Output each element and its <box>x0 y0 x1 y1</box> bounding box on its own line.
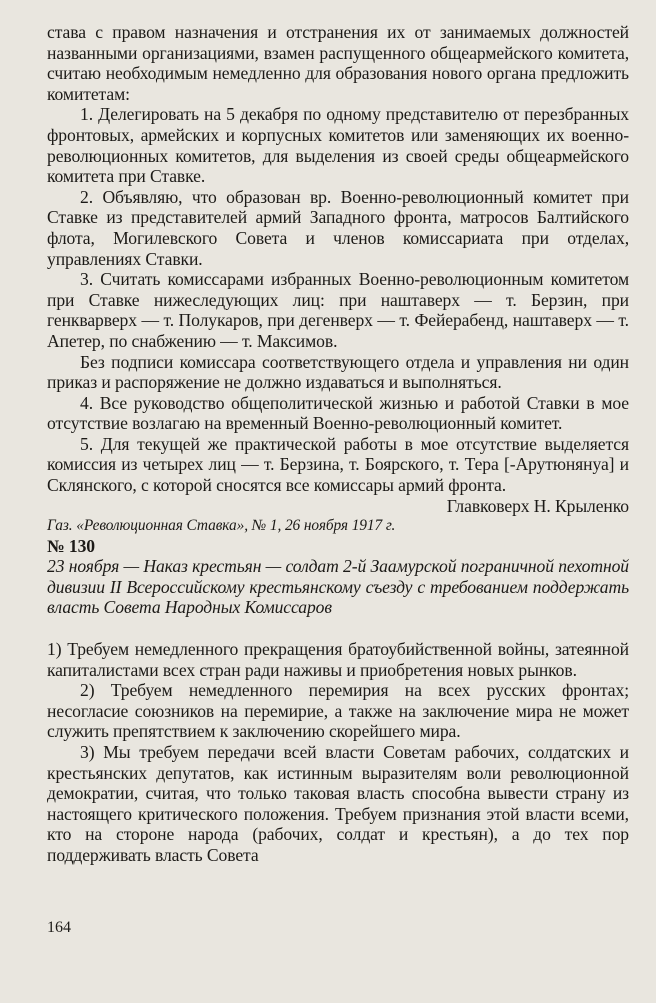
source-citation: Газ. «Революционная Ставка», № 1, 26 ноября 1917 г. <box>47 517 396 535</box>
demand-1: 1) Требуем немедленного прекращения братоубийственной войны, затеянной капиталистами всех стран ради наживы и приобретения новых рынков. <box>47 639 629 680</box>
document-title: 23 ноября — Наказ крестьян — солдат 2-й Заамурской пограничной пехотной дивизии II Всероссийскому крестьянскому съезду с требованием поддержать власть Совета Народных Комиссаров <box>47 556 629 618</box>
item-1: 1. Делегировать на 5 декабря по одному представителю от перезбранных фронтовых, армейских и корпусных комитетов или заменяющих их военно-революционных комитетов, для выделения из своей среды общеармейского комитета при Ставке. <box>47 104 629 187</box>
item-3: 3. Считать комиссарами избранных Военно-революционным комитетом при Ставке нижеследующих лиц: при наштаверх — т. Берзин, при генкварверх — т. Полукаров, при дегенверх — т. Фейерабенд, наштаверх — т. Апетер, по снабжению — т. Максимов. <box>47 269 629 351</box>
item-4: 4. Все руководство общеполитической жизнью и работой Ставки в мое отсутствие возлагаю на временный Военно-революционный комитет. <box>47 392 629 434</box>
document-number: № 130 <box>47 536 95 557</box>
continuation-paragraph: става с правом назначения и отстранения их от занимаемых должностей названными организациями, взамен распущенного общеармейского комитета, считаю необходимым немедленно для образования нового органа предложить комитетам: <box>47 22 629 104</box>
demands-section <box>47 639 629 866</box>
page-number: 164 <box>47 919 71 936</box>
item-3-note: Без подписи комиссара соответствующего отдела и управления ни один приказ и распоряжение не должно издаваться и выполняться. <box>47 351 629 393</box>
signature: Главковерх Н. Крыленко <box>446 495 629 516</box>
item-2: 2. Объявляю, что образован вр. Военно-революционный комитет при Ставке из представителей армий Западного фронта, матросов Балтийского флота, Могилевского Совета и членов комиссариата при отделах, управлениях Ставки. <box>47 186 629 269</box>
item-5: 5. Для текущей же практической работы в мое отсутствие выделяется комиссия из четырех лиц — т. Берзина, т. Боярского, т. Тера [-Арутюнянуа] и Склянского, с которой сносятся все комиссары армий фронта. <box>47 433 629 496</box>
demand-3: 3) Мы требуем передачи всей власти Советам рабочих, солдатских и крестьянских депутатов, как истинным выразителям воли революционной демократии, считая, что только таковая власть способна вывести страну из настоящего критического положения. Требуем признания этой власти всеми, кто на стороне народа (рабочих, солдат и крестьян), а до тех пор поддерживать власть Совета <box>47 742 629 865</box>
demand-2: 2) Требуем немедленного перемирия на всех русских фронтах; несогласие союзников на перемирие, а также на заключение мира не может служить препятствием к заключению скорейшего мира. <box>47 680 629 742</box>
document-page <box>47 22 629 866</box>
